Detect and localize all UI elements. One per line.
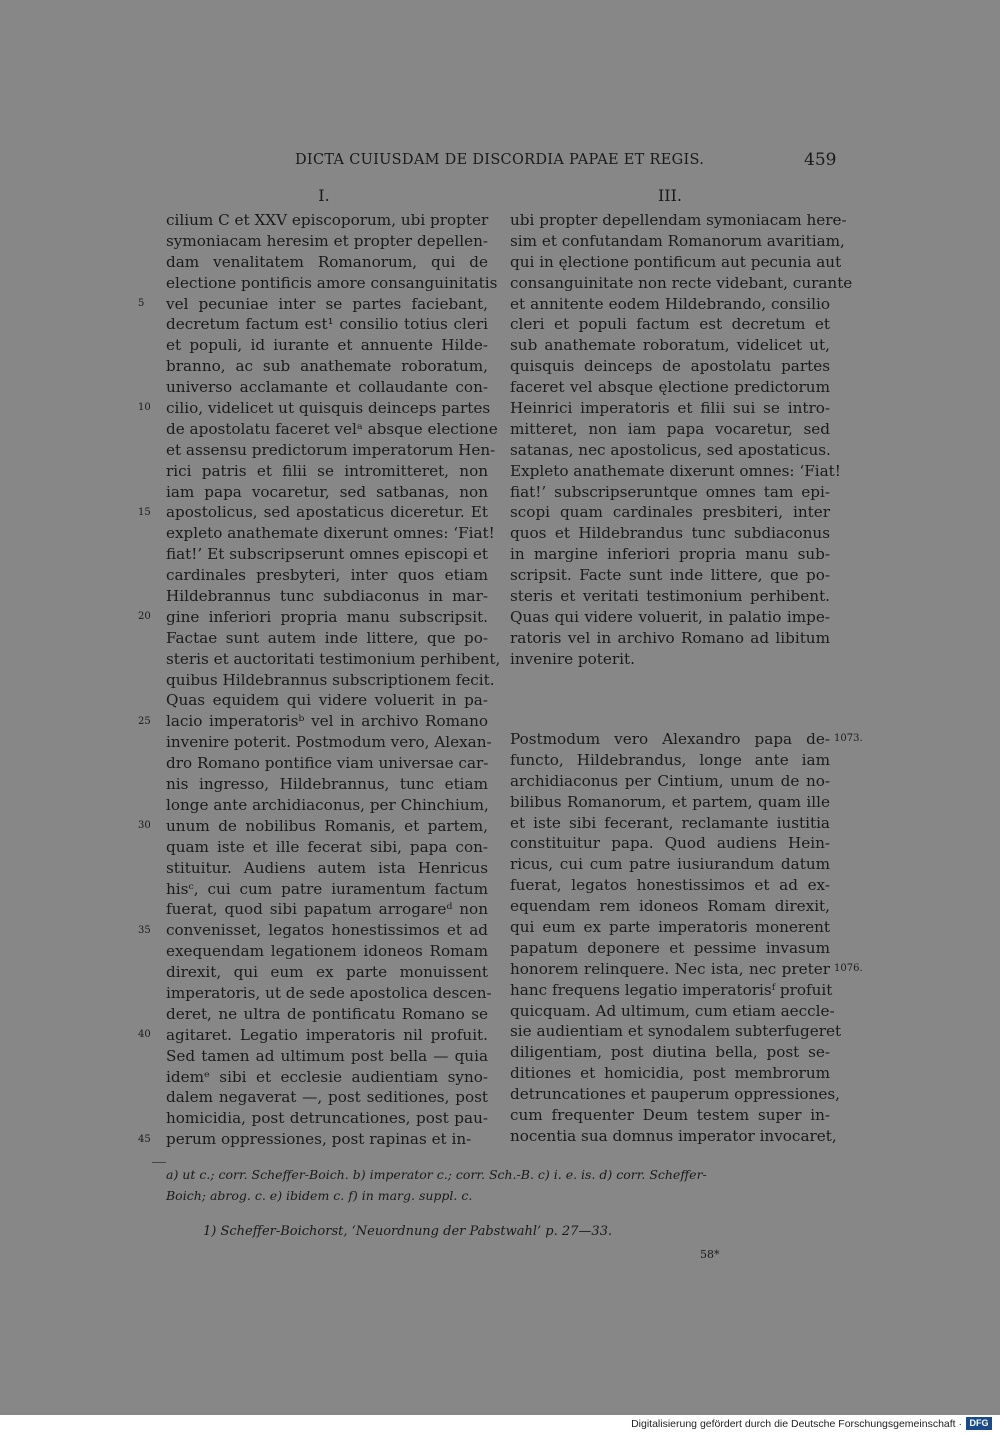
right-column-text-upper <box>510 210 853 670</box>
dfg-logo: DFG <box>966 1417 992 1430</box>
margin-year-1076: 1076. <box>834 963 863 974</box>
text-line: branno, ac sub anathemate roboratum, <box>166 357 488 376</box>
text-line: dam venalitatem Romanorum, qui de <box>166 252 488 271</box>
left-column-text <box>166 210 501 1150</box>
text-line: rici patris et filii se intromitteret, non <box>166 461 488 480</box>
text-line: invenire poterit. Postmodum vero, Alexan- <box>166 733 492 752</box>
text-line: quicquam. Ad ultimum, cum etiam aeccle- <box>510 1001 835 1020</box>
text-line: apostolicus, sed apostaticus diceretur. Et <box>166 503 488 522</box>
reference-footnote: 1) Scheffer-Boichorst, ‘Neuordnung der Pabstwahl’ p. 27—33. <box>203 1224 613 1239</box>
text-line: et iste sibi fecerant, reclamante iustitia <box>510 813 830 832</box>
text-line: sub anathemate roboratum, videlicet ut, <box>510 336 830 355</box>
text-line: fuerat, legatos honestissimos et ad ex- <box>510 876 830 895</box>
text-line: diligentiam, post diutina bella, post se- <box>510 1043 830 1062</box>
text-line: steris et auctoritati testimonium perhibent, <box>166 649 501 668</box>
text-line: iam papa vocaretur, sed satbanas, non <box>166 482 488 501</box>
text-line: convenisset, legatos honestissimos et ad <box>166 921 488 940</box>
text-line: agitaret. Legatio imperatoris nil profuit. <box>166 1025 488 1044</box>
line-number: 25 <box>138 715 151 727</box>
text-line: et populi, id iurante et annuente Hilde- <box>166 336 488 355</box>
text-line: Postmodum vero Alexandro papa de- <box>510 730 830 748</box>
text-line: fiat!’ Et subscripserunt omnes episcopi et <box>166 545 488 564</box>
text-line: fuerat, quod sibi papatum arrogareᵈ non <box>166 900 488 919</box>
text-line: cleri et populi factum est decretum et <box>510 315 830 334</box>
text-line: dalem negaverat —, post seditiones, post <box>166 1088 488 1107</box>
line-number: 10 <box>138 402 151 414</box>
text-line: steris et veritati testimonium perhibent. <box>510 587 830 606</box>
text-line: quam iste et ille fecerat sibi, papa con- <box>166 837 488 856</box>
text-line: invenire poterit. <box>510 649 635 668</box>
text-line: cilium C et XXV episcoporum, ubi propter <box>166 211 489 229</box>
line-number: 40 <box>138 1029 151 1041</box>
text-line: detruncationes et pauperum oppressiones, <box>510 1085 840 1104</box>
text-line: deret, ne ultra de pontificatu Romano se <box>166 1004 488 1023</box>
text-line: Quas qui videre voluerit, in palatio impe- <box>510 607 830 626</box>
text-line: functo, Hildebrandus, longe ante iam <box>510 750 830 769</box>
text-line: et assensu predictorum imperatorum Hen- <box>166 440 496 459</box>
text-line: idemᵉ sibi et ecclesie audientiam syno- <box>166 1067 488 1086</box>
text-line: exequendam legationem idoneos Romam <box>166 942 488 961</box>
line-number: 5 <box>138 297 145 309</box>
dfg-credit-bar <box>0 1415 1000 1434</box>
text-line: de apostolatu faceret velᵃ absque electione <box>166 419 498 438</box>
text-line: fiat!’ subscripseruntque omnes tam epi- <box>510 482 830 501</box>
text-line: scopi quam cardinales presbiteri, inter <box>510 503 830 522</box>
left-column-heading: I. <box>318 186 330 205</box>
text-line: scripsit. Facte sunt inde littere, que po- <box>510 566 830 585</box>
text-line: expleto anathemate dixerunt omnes: ‘Fiat! <box>166 524 495 543</box>
text-line: faceret vel absque ęlectione predictorum <box>510 378 830 397</box>
text-line: consanguinitate non recte videbant, curante <box>510 273 853 292</box>
text-line: archidiaconus per Cintium, unum de no- <box>510 771 830 790</box>
running-head: DICTA CUIUSDAM DE DISCORDIA PAPAE ET REGIS. <box>295 152 705 168</box>
footnotes <box>166 1164 826 1206</box>
text-line: Hildebrannus tunc subdiaconus in mar- <box>166 587 488 606</box>
text-line: homicidia, post detruncationes, post pau- <box>166 1109 488 1128</box>
text-line: Factae sunt autem inde littere, que po- <box>166 628 488 647</box>
line-number: 45 <box>138 1133 151 1145</box>
page-number: 459 <box>804 150 837 170</box>
text-line: ditiones et homicidia, post membrorum <box>510 1064 830 1083</box>
text-line: nis ingresso, Hildebrannus, tunc etiam <box>166 775 488 794</box>
right-column-heading: III. <box>657 186 683 205</box>
text-line: papatum deponere et pessime invasum <box>510 938 830 957</box>
text-line: longe ante archidiaconus, per Chinchium, <box>166 795 489 814</box>
page-header <box>0 150 1000 176</box>
text-line: hisᶜ, cui cum patre iuramentum factum <box>166 879 488 898</box>
text-line: constituitur papa. Quod audiens Hein- <box>510 834 830 853</box>
text-line: mitteret, non iam papa vocaretur, sed <box>510 419 830 438</box>
text-line: bilibus Romanorum, et partem, quam ille <box>510 792 830 811</box>
text-line: cum frequenter Deum testem super in- <box>510 1106 830 1125</box>
text-line: quibus Hildebrannus subscriptionem fecit. <box>166 670 495 689</box>
text-line: et annitente eodem Hildebrando, consilio <box>510 294 830 313</box>
line-number: 35 <box>138 924 151 936</box>
text-line: ratoris vel in archivo Romano ad libitum <box>510 628 830 647</box>
text-line: sim et confutandam Romanorum avaritiam, <box>510 231 845 250</box>
text-line: gine inferiori propria manu subscripsit. <box>166 607 488 626</box>
text-line: quos et Hildebrandus tunc subdiaconus <box>510 524 830 543</box>
text-line: cilio, videlicet ut quisquis deinceps partes <box>166 399 491 418</box>
margin-year-1073: 1073. <box>834 733 863 744</box>
text-line: symoniacam heresim et propter depellen- <box>166 231 488 250</box>
text-line: dro Romano pontifice viam universae car- <box>166 754 489 773</box>
text-line: unum de nobilibus Romanis, et partem, <box>166 816 488 835</box>
text-line: ricus, cui cum patre iusiurandum datum <box>510 855 830 874</box>
signature-mark: 58* <box>700 1248 720 1261</box>
footnote-divider <box>152 1162 166 1163</box>
text-line: vel pecuniae inter se partes faciebant, <box>166 294 488 313</box>
text-line: stituitur. Audiens autem ista Henricus <box>166 858 488 877</box>
text-line: sie audientiam et synodalem subterfugeret <box>510 1022 842 1041</box>
text-line: perum oppressiones, post rapinas et in- <box>166 1130 472 1149</box>
right-column-text-lower <box>510 729 842 1147</box>
line-number: 15 <box>138 506 151 518</box>
text-line: cardinales presbyteri, inter quos etiam <box>166 566 488 585</box>
text-line: Sed tamen ad ultimum post bella — quia <box>166 1046 488 1065</box>
text-line: Expleto anathemate dixerunt omnes: ‘Fiat! <box>510 461 841 480</box>
text-line: qui eum ex parte imperatoris monerent <box>510 918 830 937</box>
text-line: direxit, qui eum ex parte monuissent <box>166 963 488 982</box>
text-line: lacio imperatorisᵇ vel in archivo Romano <box>166 712 488 731</box>
text-line: universo acclamante et collaudante con- <box>166 378 488 397</box>
text-line: equendam rem idoneos Romam direxit, <box>510 897 830 916</box>
text-line: honorem relinquere. Nec ista, nec preter <box>510 959 830 978</box>
text-line: imperatoris, ut de sede apostolica descen- <box>166 983 492 1002</box>
footnote-line: Boich; abrog. c. e) ibidem c. f) in marg. suppl. c. <box>166 1188 473 1203</box>
line-number: 20 <box>138 611 151 623</box>
line-number: 30 <box>138 820 151 832</box>
text-line: Heinrici imperatoris et filii sui se intro- <box>510 399 830 418</box>
text-line: electione pontificis amore consanguinitatis <box>166 273 498 292</box>
dfg-credit-text: Digitalisierung gefördert durch die Deutsche Forschungsgemeinschaft · <box>631 1418 962 1430</box>
text-line: ubi propter depellendam symoniacam here- <box>510 211 847 229</box>
text-line: qui in ęlectione pontificum aut pecunia aut <box>510 252 842 271</box>
footnote-line: a) ut c.; corr. Scheffer-Boich. b) imperator c.; corr. Sch.-B. c) i. e. is. d) corr. Scheffer- <box>166 1167 707 1182</box>
text-line: Quas equidem qui videre voluerit in pa- <box>166 691 488 710</box>
text-line: nocentia sua domnus imperator invocaret, <box>510 1126 837 1145</box>
text-line: hanc frequens legatio imperatorisᶠ profuit <box>510 980 833 999</box>
text-line: in margine inferiori propria manu sub- <box>510 545 830 564</box>
text-line: quisquis deinceps de apostolatu partes <box>510 357 830 376</box>
text-line: decretum factum est¹ consilio totius cleri <box>166 315 488 334</box>
text-line: satanas, nec apostolicus, sed apostaticus. <box>510 440 831 459</box>
